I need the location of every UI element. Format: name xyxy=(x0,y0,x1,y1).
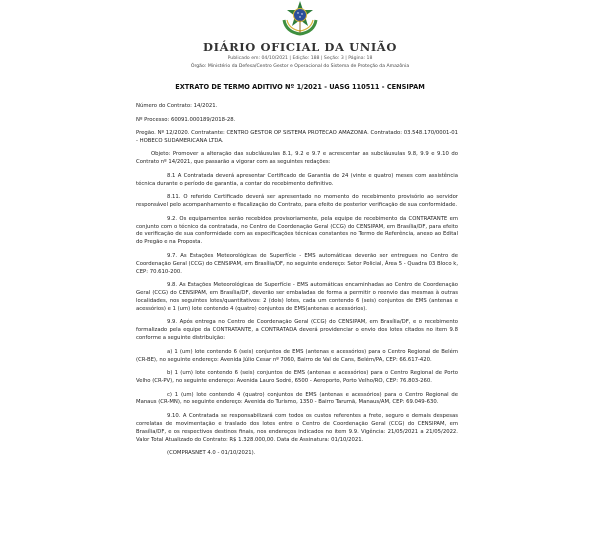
clause-9-9-c: c) 1 (um) lote contendo 4 (quatro) conjuntos de EMS (antenas e acessórios) para o Centro Regional de Manaus (CR-MN), no seguinte endereço: Avenida do Turismo, 1350 - Bairro Tarumã, Manaus/AM, CEP: 69.049-630. xyxy=(136,391,458,406)
clause-9-7: 9.7. As Estações Meteorológicas de Superfície - EMS automáticas deverão ser entregues no Centro de Coordenação Geral (CCG) do CENSIPAM, em Brasília/DF, no seguinte endereço: Setor Policial, Área 5 - Quadra 03 Bloco k, CEP: 70.610-200. xyxy=(136,252,458,275)
clause-9-9-a: a) 1 (um) lote contendo 6 (seis) conjuntos de EMS (antenas e acessórios) para o Centro Regional de Belém (CR-BE), no seguinte endereço: Avenida Júlio Cesar nº 7060, Bairro de Val de Cans, Belém/PA, CEP: 66.617-420. xyxy=(136,348,458,363)
clause-9-10: 9.10. A Contratada se responsabilizará com todos os custos referentes a frete, seguro e demais despesas correlatas de movimentação e traslado dos lotes entre o Centro de Coordenação Geral (CCG) do CENSIPAM, em Brasília/DF, e os respectivos destinos finais, nos endereços indicados no item 9.9. Vigência: 21/05/2021 a 21/05/2022. Valor Total Atualizado do Contrato: R$ 1.328.000,00. Data de Assinatura: 01/10/2021. xyxy=(136,412,458,443)
clause-9-9: 9.9. Após entrega no Centro de Coordenação Geral (CCG) do CENSIPAM, em Brasília/DF, e o recebimento formalizado pela equipe da CONTRATANTE, a CONTRATADA deverá providenciar o envio dos lotes citados no item 9.8 conforme a seguinte distribuição: xyxy=(136,319,458,342)
document-title: EXTRATO DE TERMO ADITIVO Nº 1/2021 - UASG 110511 - CENSIPAM xyxy=(175,83,425,91)
masthead-title: DIÁRIO OFICIAL DA UNIÃO xyxy=(203,40,397,54)
clause-8-11: 8.11. O referido Certificado deverá ser apresentado no momento do recebimento provisório ao servidor responsável pelo acompanhamento e fiscalização do Contrato, para efeito de posterior verificação de sua conformidade. xyxy=(136,194,458,209)
parties-paragraph: Pregão. Nº 12/2020. Contratante: CENTRO GESTOR OP SISTEMA PROTECAO AMAZONIA. Contratado: 03.548.170/0001-01 - HOBECO SUDAMERICANA LTDA. xyxy=(136,130,458,144)
process-number: Nº Processo: 60091.000189/2018-28. xyxy=(136,116,236,123)
clause-8-1: 8.1 A Contratada deverá apresentar Certificado de Garantia de 24 (vinte e quatro) meses com assistência técnica durante o período de garantia, a contar do recebimento definitivo. xyxy=(136,172,458,187)
organ-line: Órgão: Ministério da Defesa/Centro Gestor e Operacional do Sistema de Proteção da Amazônia xyxy=(190,64,410,69)
contract-number: Número do Contrato: 14/2021. xyxy=(136,103,218,109)
clause-9-9-b: b) 1 (um) lote contendo 6 (seis) conjuntos de EMS (antenas e acessórios) para o Centro Regional de Porto Velho (CR-PV), no seguinte endereço: Avenida Lauro Sodré, 6500 - Aeroporto, Porto Velho/RO, CEP: 76.803-260. xyxy=(136,370,458,384)
clause-9-8: 9.8. As Estações Meteorológicas de Superfície - EMS automáticas encaminhadas ao Centro de Coordenação Geral (CCG) do CENSIPAM, em Brasília/DF, deverão ser embaladas de forma a permitir o reenvio das mesmas à outras localidades, nos seguintes lotes/quantitativos: 2 (dois) lotes, cada um contendo 6 (seis) conjuntos de EMS (antenas e acessórios) e 1 (um) lote contendo 4 (quatro) conjuntos de EMS(antenas e acessórios). xyxy=(136,282,458,312)
document-body xyxy=(136,103,458,464)
clause-9-2: 9.2. Os equipamentos serão recebidos provisoriamente, pela equipe de recebimento da CONTRATANTE em conjunto com o técnico da contratada, no Centro de Coordenação Geral (CCG) do CENSIPAM, em Brasília/DF, para efeito de verificação de sua conformidade com as especificações técnicas constantes no Termo de Referência, anexo ao Edital do Pregão e na Proposta. xyxy=(136,215,458,246)
comprasnet-note: (COMPRASNET 4.0 - 01/10/2021). xyxy=(167,450,256,457)
brazil-coat-of-arms-icon xyxy=(278,0,322,36)
object-paragraph: Objeto: Promover a alteração das subcláusulas 8.1, 9.2 e 9.7 e acrescentar as subcláusulas 9.8, 9.9 e 9.10 do Contrato nº 14/2021, que passarão a vigorar com as seguintes redações: xyxy=(136,151,458,166)
publication-line: Publicado em: 04/10/2021 | Edição: 188 | Seção: 3 | Página: 18 xyxy=(227,56,373,61)
